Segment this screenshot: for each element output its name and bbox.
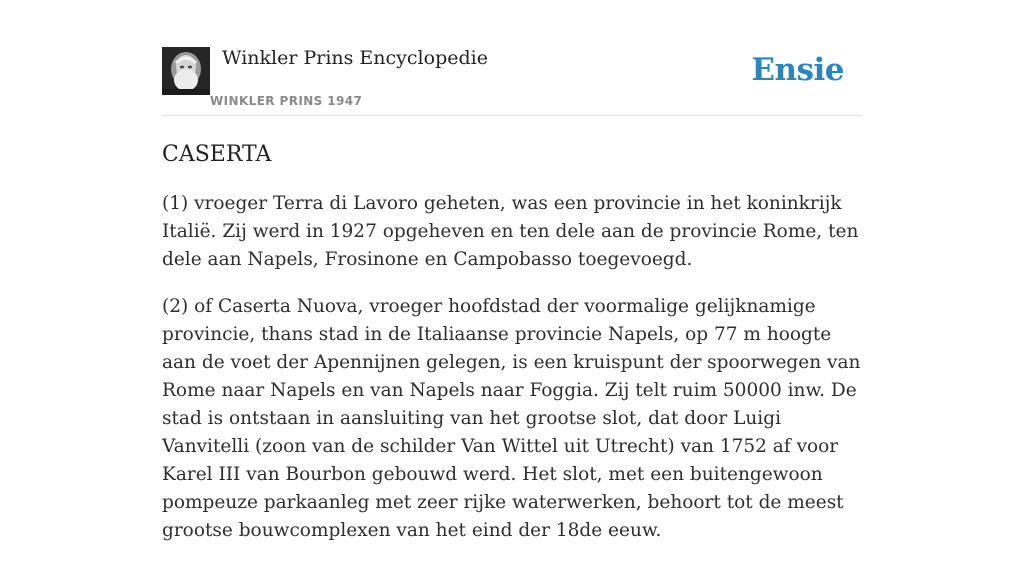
article (162, 140, 862, 564)
article-paragraph-1: (1) vroeger Terra di Lavoro geheten, was een provincie in het koninkrijk Italië. Zij werd in 1927 opgeheven en ten dele aan de provincie Rome, ten dele aan Napels, Frosinone en Campobasso toegevoegd. (162, 193, 859, 270)
brand-logo[interactable]: Ensie (751, 52, 844, 88)
author-avatar[interactable] (162, 47, 210, 95)
header-divider (162, 115, 862, 116)
site-title[interactable]: Winkler Prins Encyclopedie (222, 47, 488, 69)
portrait-icon (162, 47, 210, 95)
site-header (162, 46, 862, 116)
source-label: WINKLER PRINS 1947 (210, 94, 363, 108)
article-paragraph-2: (2) of Caserta Nuova, vroeger hoofdstad der voormalige gelijknamige provincie, thans stad in de Italiaanse provincie Napels, op 77 m hoogte aan de voet der Apennijnen gelegen, is een kruispunt der spoorwegen van Rome naar Napels en van Napels naar Foggia. Zij telt ruim 50000 inw. De stad is ontstaan in aansluiting van het grootse slot, dat door Luigi Vanvitelli (zoon van de schilder Van Wittel uit Utrecht) van 1752 af voor Karel III van Bourbon gebouwd werd. Het slot, met een buitengewoon pompeuze parkaanleg met zeer rijke waterwerken, behoort tot de meest grootse bouwcomplexen van het eind der 18de eeuw. (162, 296, 861, 541)
article-headword: CASERTA (162, 142, 272, 167)
